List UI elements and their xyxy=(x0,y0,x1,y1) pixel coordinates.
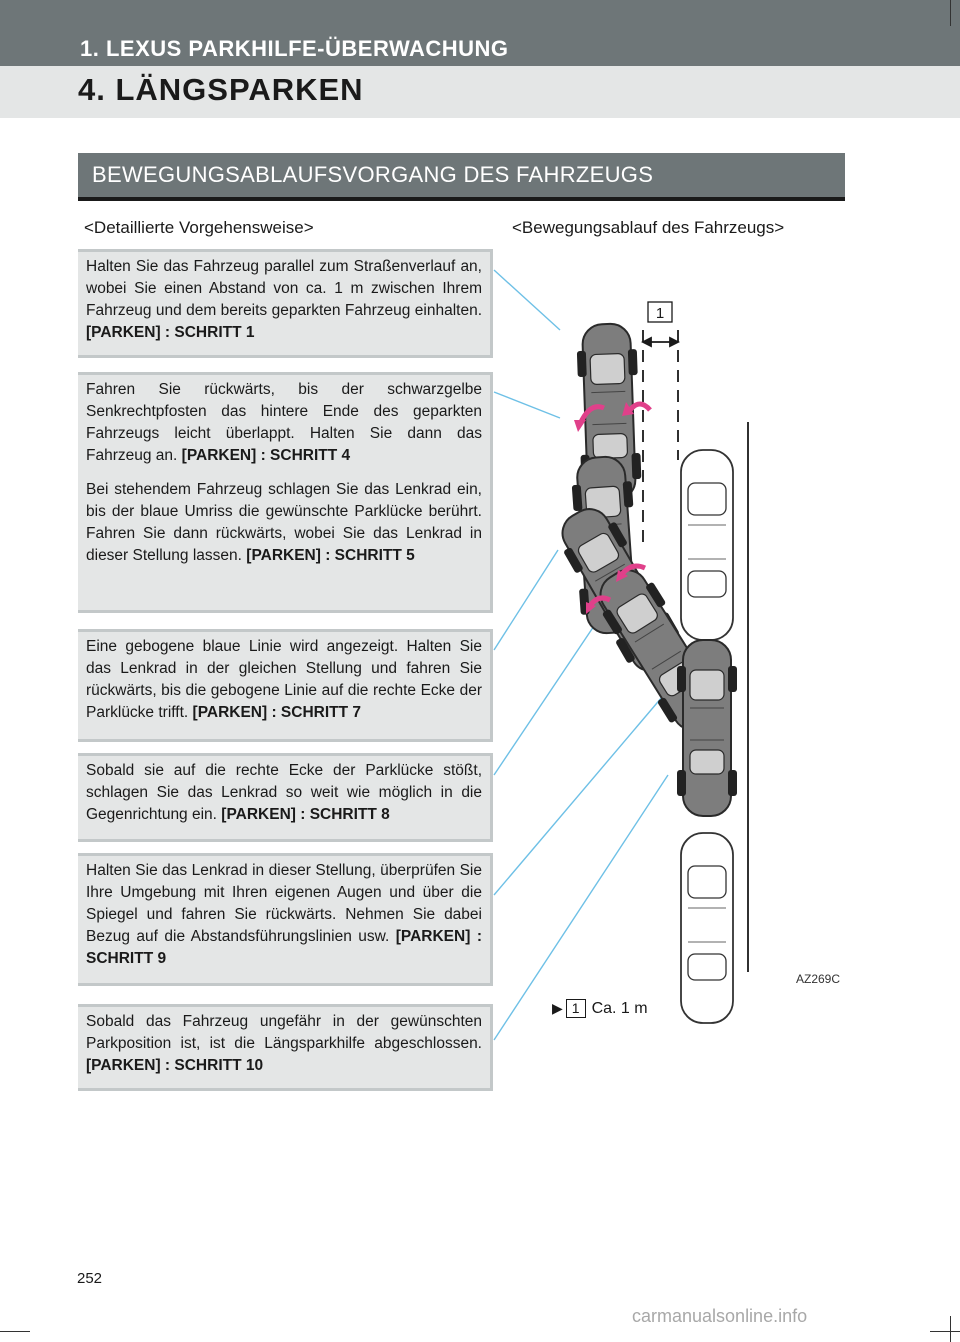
crop-mark xyxy=(950,1316,951,1342)
step-box-3 xyxy=(78,629,493,742)
step-ref: [PARKEN] : SCHRITT 4 xyxy=(181,447,351,464)
callout-number: 1 xyxy=(655,305,665,322)
column-heading-procedure: <Detaillierte Vorgehensweise> xyxy=(84,218,314,237)
parked-car-front xyxy=(681,450,733,640)
topic-bar xyxy=(78,153,845,201)
step-text-extra: Bei stehendem Fahrzeug schlagen Sie das Lenkrad ein, bis der blaue Umriss die gewünschte Parklücke berührt. Fahren Sie dann rückwärts, wobei Sie das Lenkrad in dieser Stellung lassen. xyxy=(86,481,482,564)
topic-title: BEWEGUNGSABLAUFSVORGANG DES FAHRZEUGS xyxy=(92,162,654,187)
step-box-5 xyxy=(78,853,493,986)
page-number: 252 xyxy=(77,1270,103,1287)
parked-car-rear xyxy=(681,833,733,1023)
watermark: carmanualsonline.info xyxy=(632,1306,808,1326)
step-ref: [PARKEN] : SCHRITT 7 xyxy=(192,704,362,721)
column-heading-movement: <Bewegungsablauf des Fahrzeugs> xyxy=(512,218,785,237)
section-label: 1. LEXUS PARKHILFE-ÜBERWACHUNG xyxy=(80,36,509,61)
crop-mark xyxy=(0,1331,30,1332)
step-ref: [PARKEN] : SCHRITT 8 xyxy=(221,806,390,823)
step-box-6 xyxy=(78,1004,493,1091)
parking-diagram xyxy=(490,250,850,1050)
step-text: Halten Sie das Fahrzeug parallel zum Straßenverlauf an, wobei Sie einen Abstand von ca. 1 m zwischen Ihrem Fahrzeug und dem bereits geparkten Fahrzeug einhalten. xyxy=(86,258,482,319)
page-title: 4. LÄNGSPARKEN xyxy=(78,72,364,107)
step-ref: [PARKEN] : SCHRITT 9 xyxy=(86,928,482,967)
legend-text: Ca. 1 m xyxy=(591,999,648,1017)
step-ref-extra: [PARKEN] : SCHRITT 5 xyxy=(246,547,415,564)
step-text: Fahren Sie rückwärts, bis der schwarzgelbe Senkrechtpfosten das hintere Ende des geparkten Fahrzeugs leicht überlappt. Halten Sie dann das Fahrzeug an. xyxy=(86,381,482,464)
step-box-4 xyxy=(78,753,493,842)
step-text: Sobald sie auf die rechte Ecke der Parklücke stößt, schlagen Sie das Lenkrad so weit wie möglich in die Gegenrichtung ein. xyxy=(86,762,482,823)
step-box-1 xyxy=(78,249,493,358)
crop-mark xyxy=(950,0,951,26)
vehicle-position-5 xyxy=(677,640,737,816)
step-text: Eine gebogene blaue Linie wird angezeigt. Halten Sie das Lenkrad in der gleichen Stellung und fahren Sie rückwärts, bis die gebogene Linie auf die rechte Ecke der Parklücke trifft. xyxy=(86,638,482,721)
legend-number: 1 xyxy=(566,999,586,1018)
step-text: Sobald das Fahrzeug ungefähr in der gewünschten Parkposition ist, ist die Längsparkhilfe abgeschlossen. xyxy=(86,1013,482,1052)
step-box-2 xyxy=(78,372,493,613)
legend xyxy=(552,999,648,1018)
step-ref: [PARKEN] : SCHRITT 1 xyxy=(86,324,255,341)
step-ref: [PARKEN] : SCHRITT 10 xyxy=(86,1057,264,1074)
figure-code: AZ269C xyxy=(796,972,841,986)
step-text: Halten Sie das Lenkrad in dieser Stellung, überprüfen Sie Ihre Umgebung mit Ihren eigenen Augen und über die Spiegel und fahren Sie rückwärts. Nehmen Sie dabei Bezug auf die Abstandsführungslinien usw. xyxy=(86,862,482,945)
legend-arrow-icon: ▶ xyxy=(552,1000,563,1016)
crop-mark xyxy=(930,1331,960,1332)
